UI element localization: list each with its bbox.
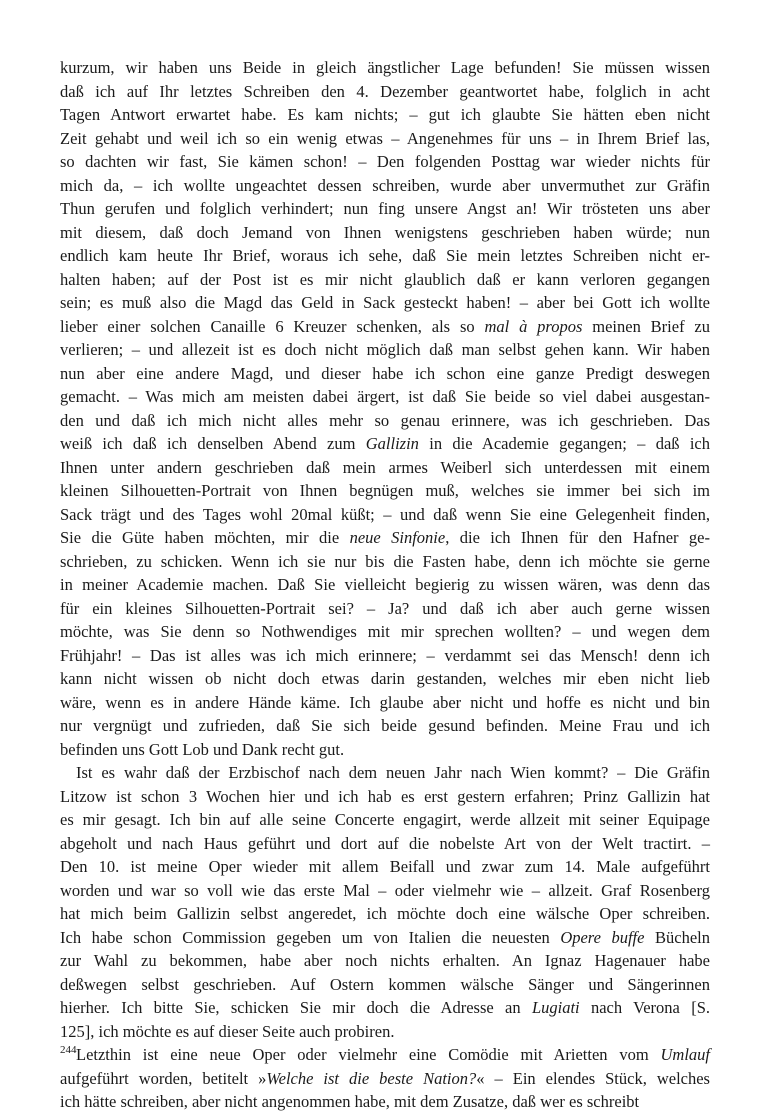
text-line: [60, 761, 710, 785]
text-run: 125], ich möchte es auf dieser Seite auch probiren.: [60, 1021, 395, 1041]
text-line: [60, 409, 710, 433]
text-run: kurzum, wir haben uns Beide in gleich ängstlicher Lage befunden! Sie müssen wissen: [60, 58, 710, 77]
text-run: Frühjahr! – Das ist alles was ich mich erinnere; – verdammt sei das Mensch! denn ich: [60, 645, 710, 665]
italic-text: Welche ist die beste Nation?: [266, 1068, 477, 1088]
text-line: [60, 221, 710, 245]
text-run: Den 10. ist meine Oper wieder mit allem Beifall und zwar zum 14. Male aufgeführt: [60, 857, 710, 876]
text-run: Ich habe schon Commission gegeben um von Italien die neuesten: [60, 927, 561, 947]
text-line: [60, 56, 710, 80]
text-line: [60, 996, 710, 1020]
paragraph: [60, 56, 710, 761]
text-line: [60, 785, 710, 809]
text-run: verlieren; – und allezeit ist es doch nicht möglich daß man selbst gehen kann. Wir haben: [60, 340, 710, 359]
text-run: ich hätte schreiben, aber nicht angenommen habe, mit dem Zusatze, daß wer es schreibt: [60, 1092, 640, 1111]
text-run: wäre, wenn es in andere Hände käme. Ich glaube aber nicht und hoffe es nicht und bin: [60, 692, 710, 712]
text-run: Sie die Güte haben möchten, mir die: [60, 528, 350, 547]
text-line: [60, 362, 710, 386]
text-run: meinen Brief zu: [582, 316, 710, 336]
italic-text: Opere buffe: [560, 927, 645, 947]
italic-text: neue Sinfonie: [349, 528, 446, 547]
text-run: worden und war so voll wie das erste Mal – oder vielmehr wie – allzeit. Graf Rosenberg: [60, 880, 710, 900]
text-line: [60, 738, 710, 762]
text-line: [60, 526, 710, 550]
text-line: [60, 902, 710, 926]
text-line: [60, 432, 710, 456]
text-run: Litzow ist schon 3 Wochen hier und ich hab es erst gestern erfahren; Prinz Gallizin hat: [60, 786, 710, 806]
text-line: [60, 644, 710, 668]
text-run: hierher. Ich bitte Sie, schicken Sie mir doch die Adresse an: [60, 998, 532, 1017]
text-line: [60, 150, 710, 174]
page-number: 244: [60, 1044, 77, 1056]
text-run: halten haben; auf der Post ist es mir nicht glaublich daß er kann verloren gegangen: [60, 269, 710, 289]
text-run: mit diesem, daß doch Jemand von Ihnen wenigstens geschrieben haben würde; nun: [60, 222, 710, 242]
text-run: lieber einer solchen Canaille 6 Kreuzer schenken, als so: [60, 316, 485, 336]
text-run: « – Ein elendes Stück, welches: [476, 1068, 710, 1088]
text-run: Zeit gehabt und weil ich so ein wenig etwas – Angenehmes für uns – in Ihrem Brief las,: [60, 128, 710, 148]
text-run: schrieben, zu schicken. Wenn ich sie nur bis die Fasten habe, denn ich möchte sie gerne: [60, 551, 710, 571]
text-run: Tagen Antwort erwartet habe. Es kam nichts; – gut ich glaubte Sie hätten eben nicht: [60, 105, 710, 124]
text-line: [60, 620, 710, 644]
text-line: [60, 550, 710, 574]
text-run: aufgeführt worden, betitelt »: [60, 1068, 267, 1088]
text-line: [60, 714, 710, 738]
text-line: [60, 80, 710, 104]
text-line: [60, 385, 710, 409]
text-run: Ist es wahr daß der Erzbischof nach dem neuen Jahr nach Wien kommt? – Die Gräfin: [76, 763, 710, 782]
text-run: möchte, was Sie denn so Nothwendiges mit mir sprechen wollten? – und wegen dem: [60, 622, 710, 641]
italic-text: Lugiati: [531, 998, 580, 1017]
text-run: nun aber eine andere Magd, und dieser habe ich schon eine ganze Predigt deswegen: [60, 363, 710, 383]
text-run: daß ich auf Ihr letztes Schreiben den 4. Dezember geantwortet habe, folglich in acht: [60, 81, 710, 101]
text-line: [60, 1020, 710, 1044]
text-run: Ihnen unter andern geschrieben daß mein armes Weiberl sich unterdessen mit einem: [60, 457, 710, 477]
text-line: [60, 456, 710, 480]
letter-text: [60, 56, 710, 1114]
text-line: [60, 338, 710, 362]
text-run: , die ich Ihnen für den Hafner ge-: [445, 528, 710, 547]
text-run: weiß ich daß ich denselben Abend zum: [60, 434, 366, 453]
italic-text: Umlauf: [660, 1045, 710, 1064]
text-line: [60, 1043, 710, 1067]
text-run: sein; es muß also die Magd das Geld in Sack gesteckt haben! – aber bei Gott ich wollte: [60, 293, 710, 312]
text-line: [60, 667, 710, 691]
text-line: [60, 503, 710, 527]
text-line: [60, 244, 710, 268]
text-line: [60, 479, 710, 503]
text-run: kann nicht wissen ob nicht doch etwas darin gestanden, welches mir eben nicht lieb: [60, 669, 710, 688]
text-line: [60, 691, 710, 715]
text-run: zur Wahl zu bekommen, habe aber noch nichts erhalten. An Ignaz Hagenauer habe: [60, 951, 710, 970]
text-line: [60, 573, 710, 597]
text-run: hat mich beim Gallizin selbst angeredet, ich möchte doch eine wälsche Oper schreiben.: [60, 904, 710, 923]
text-run: Letzthin ist eine neue Oper oder vielmehr eine Comödie mit Arietten vom: [76, 1045, 661, 1064]
text-run: den und daß ich mich nicht alles mehr so genau erinnere, was ich geschrieben. Das: [60, 410, 710, 430]
text-line: [60, 879, 710, 903]
text-line: [60, 103, 710, 127]
text-run: nach Verona [S.: [579, 998, 711, 1017]
text-line: [60, 127, 710, 151]
text-line: [60, 949, 710, 973]
italic-text: mal à propos: [484, 316, 583, 336]
text-line: [60, 855, 710, 879]
text-line: [60, 808, 710, 832]
text-run: in die Academie gegangen; – daß ich: [418, 434, 710, 453]
text-line: [60, 1067, 710, 1091]
text-line: [60, 1090, 710, 1114]
text-line: [60, 973, 710, 997]
text-run: Thun gerufen und folglich verhindert; nun fing unsere Angst an! Wir trösteten uns aber: [60, 199, 710, 218]
text-run: kleinen Silhouetten-Portrait von Ihnen begnügen muß, welches sie immer bei sich im: [60, 481, 710, 500]
text-line: [60, 315, 710, 339]
text-line: [60, 291, 710, 315]
text-run: abgeholt und nach Haus geführt und dort auf die nobelste Art von der Welt tractirt. –: [60, 833, 710, 853]
text-line: [60, 174, 710, 198]
text-run: für ein kleines Silhouetten-Portrait sei? – Ja? und daß ich aber auch gerne wissen: [60, 598, 710, 618]
text-run: gemacht. – Was mich am meisten dabei ärgert, ist daß Sie beide so viel dabei ausgestan-: [60, 387, 710, 406]
text-run: deßwegen selbst geschrieben. Auf Ostern kommen wälsche Sänger und Sängerinnen: [60, 974, 710, 994]
text-run: endlich kam heute Ihr Brief, woraus ich sehe, daß Sie mein letztes Schreiben nicht er-: [60, 246, 710, 265]
paragraph: [60, 761, 710, 1043]
text-run: nur vergnügt und zufrieden, daß Sie sich beide gesund befinden. Meine Frau und ich: [60, 716, 710, 735]
italic-text: Gallizin: [365, 434, 419, 453]
text-run: mich da, – ich wollte ungeachtet dessen schreiben, wurde aber unvermuthet zur Gräfin: [60, 175, 710, 195]
text-line: [60, 597, 710, 621]
text-line: [60, 197, 710, 221]
text-run: es mir gesagt. Ich bin auf alle seine Concerte engagirt, werde allzeit mit seiner Equipage: [60, 810, 710, 829]
text-run: in meiner Academie machen. Daß Sie vielleicht begierig zu wissen wären, was denn das: [60, 575, 710, 594]
text-line: [60, 926, 710, 950]
text-run: Bücheln: [644, 927, 710, 947]
text-run: befinden uns Gott Lob und Dank recht gut.: [60, 739, 345, 759]
paragraph: [60, 1043, 710, 1114]
text-run: so dachten wir fast, Sie kämen schon! – Den folgenden Posttag war wieder nichts für: [60, 152, 710, 171]
text-run: Sack trägt und des Tages wohl 20mal küßt; – und daß wenn Sie eine Gelegenheit finden,: [60, 504, 710, 524]
text-line: [60, 268, 710, 292]
text-line: [60, 832, 710, 856]
